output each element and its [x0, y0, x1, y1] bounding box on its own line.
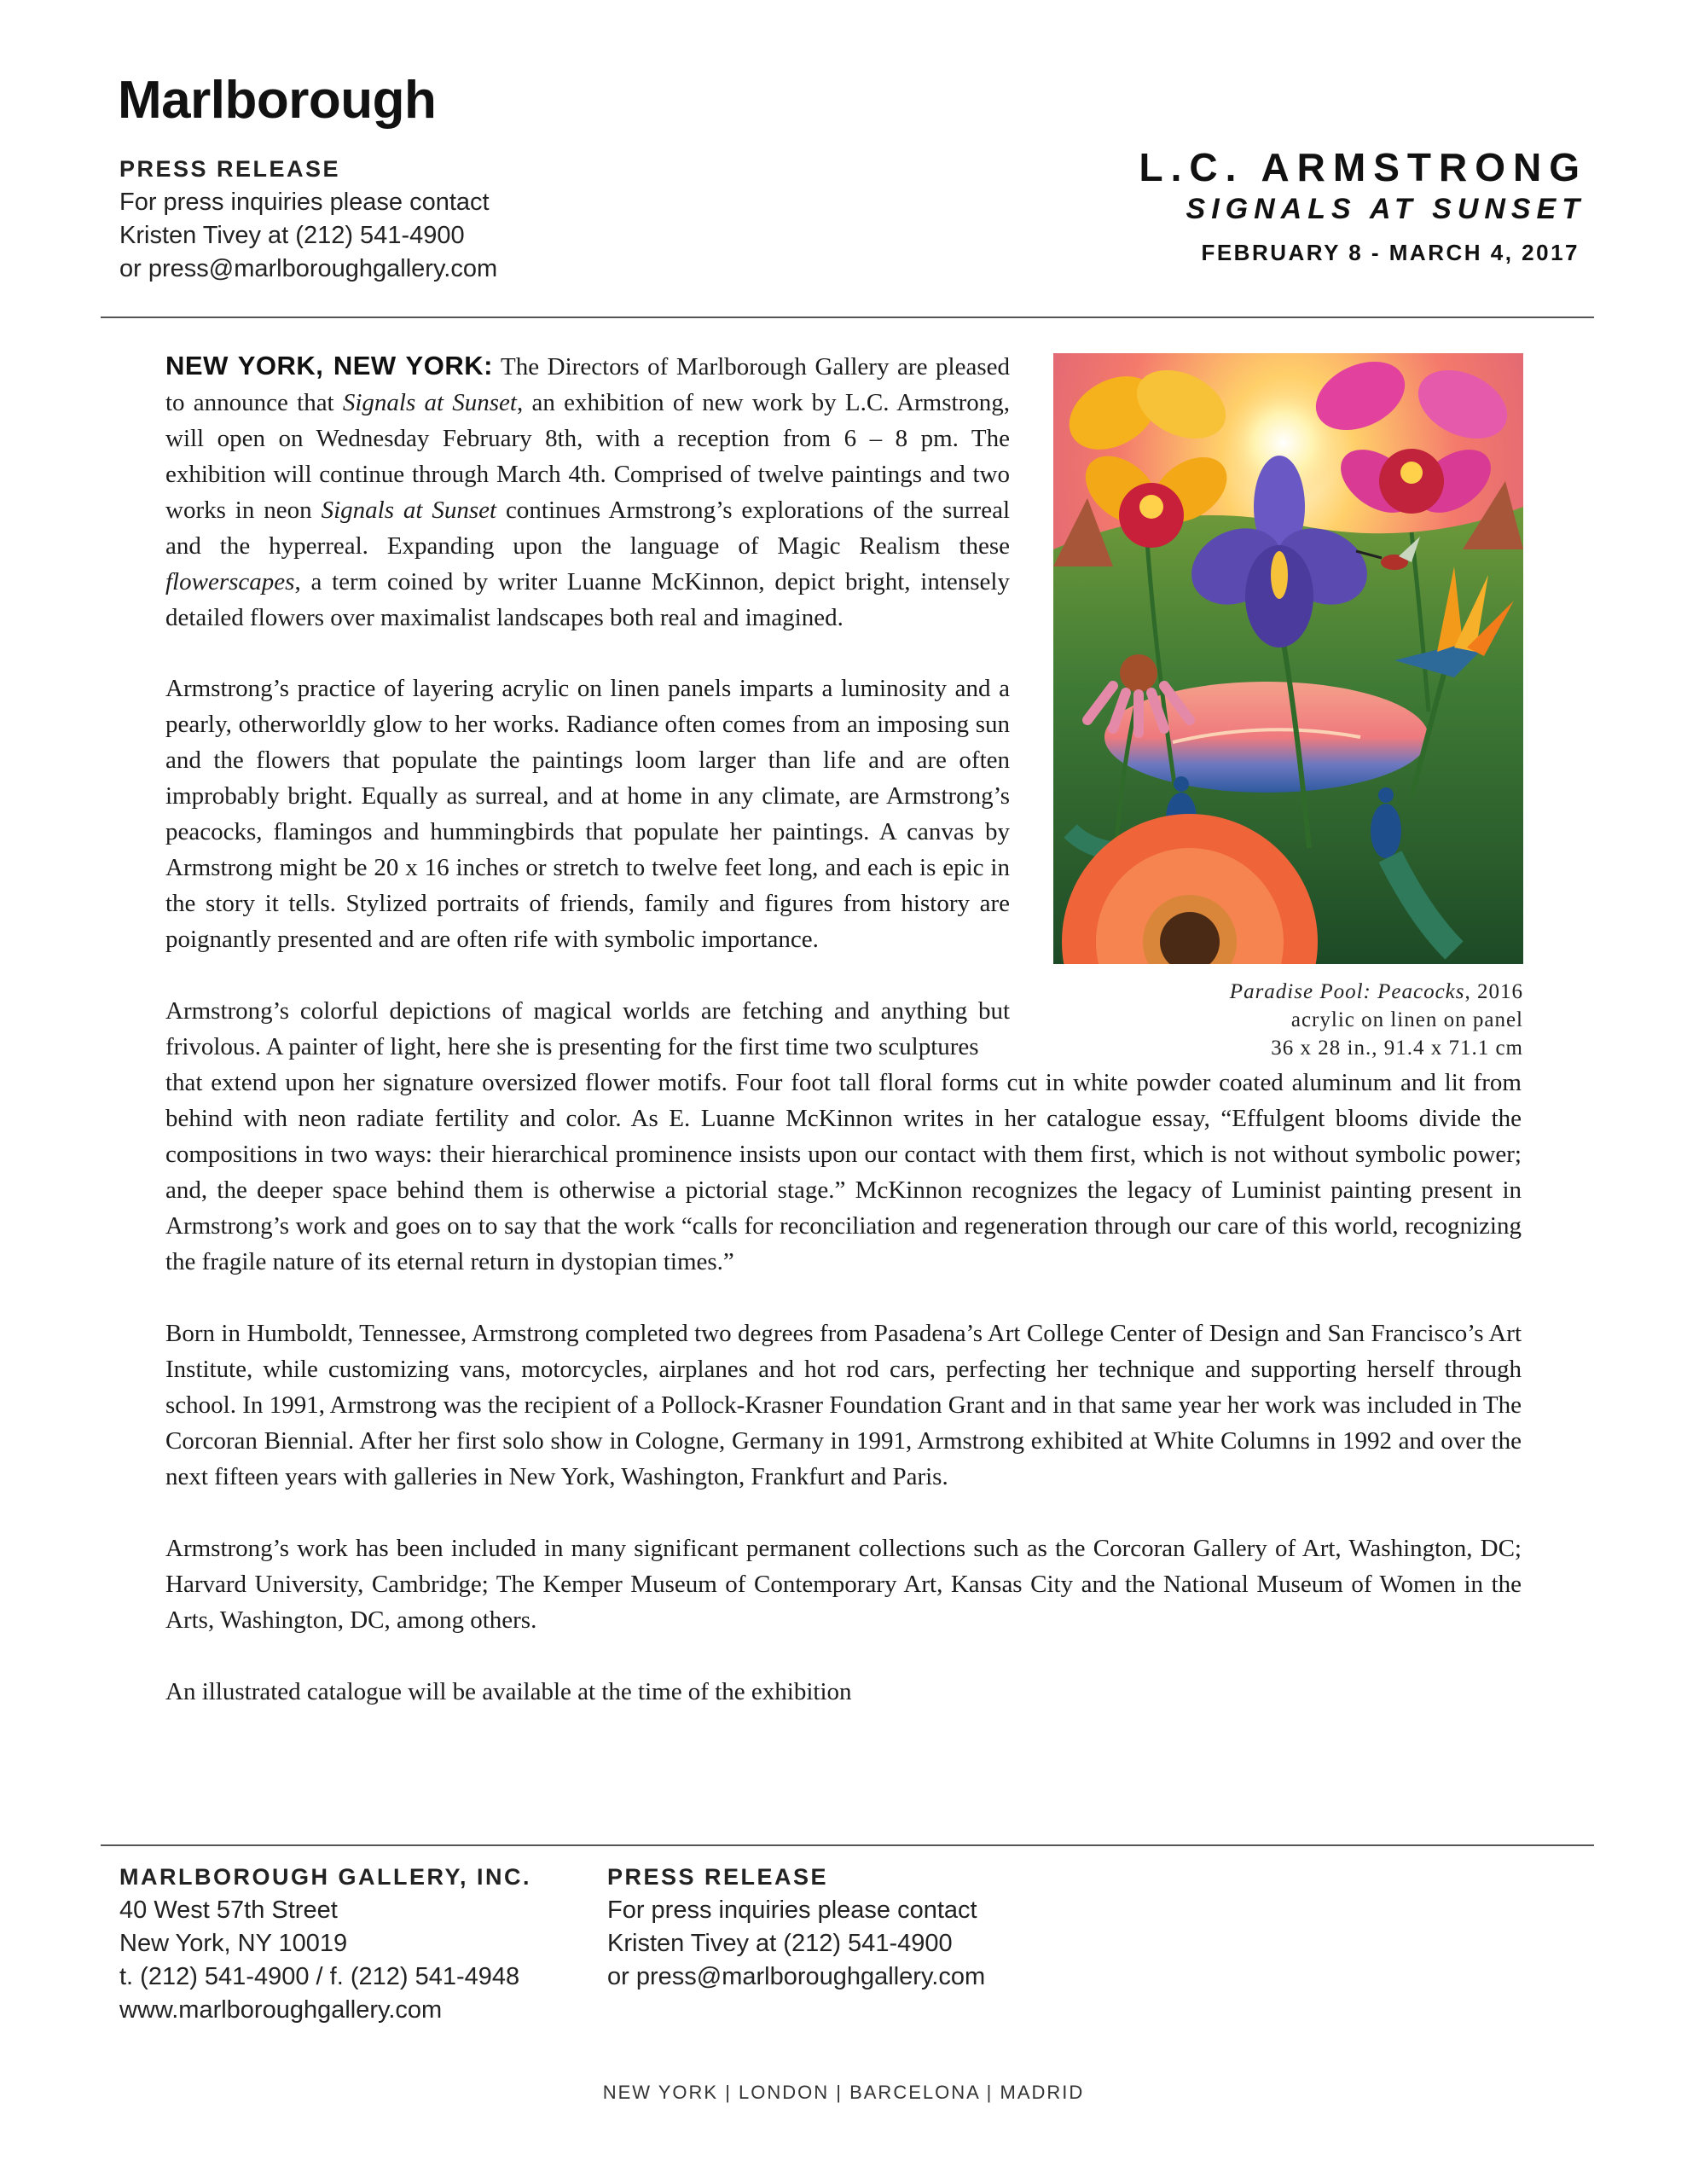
paragraph-biography: Born in Humboldt, Tennessee, Armstrong completed two degrees from Pasadena’s Art College Center of Design and San Francisco’s Art Institute, while customizing vans, motorcycles, airplanes and hot rod cars, perfecting her technique and supporting herself through school. In 1991, Armstrong was the recipient of a Pollock-Krasner Foundation Grant and in that same year her work was included in The Corcoran Biennial. After her first solo show in Cologne, Germany in 1991, Armstrong exhibited at White Columns in 1992 and over the next fifteen years with galleries in New York, Washington, Frankfurt and Paris.: [165, 1320, 1522, 1490]
painting-caption: [1230, 978, 1523, 1062]
paragraph-intro: [165, 348, 1010, 636]
header-contact-line: For press inquiries please contact: [119, 189, 490, 216]
painting-illustration: [1053, 353, 1523, 964]
footer-divider: [101, 1844, 1594, 1846]
exhibition-heading: [1139, 143, 1587, 275]
footer-gallery-address: [119, 1860, 531, 2027]
paragraph-text: , an exhibition of new work by L.C. Armstrong, will open on Wednesday February 8th, with a reception from 6 – 8 pm. The exhibition will continue through March 4th. Comprised of twelve paintings and two works in neon: [165, 389, 1010, 524]
paragraph-text: , a term coined by writer Luanne McKinnon, depict bright, intensely detailed flowers over maximalist landscapes both real and imagined.: [165, 568, 1010, 631]
header-press-release-label: PRESS RELEASE: [119, 156, 341, 182]
footer-phone-fax: t. (212) 541-4900 / f. (212) 541-4948: [119, 1963, 520, 1990]
paragraph-text: continues Armstrong’s explorations of the surreal and the hyperreal. Expanding upon the language of Magic Realism these: [165, 497, 1010, 560]
footer-gallery-name: MARLBOROUGH GALLERY, INC.: [119, 1864, 531, 1890]
exhibition-title: SIGNALS AT SUNSET: [1186, 193, 1586, 225]
dateline: NEW YORK, NEW YORK:: [165, 351, 493, 380]
paragraph-text: The Directors of Marlborough Gallery are pleased to announce that: [165, 353, 1010, 416]
painting-image: [1053, 353, 1523, 964]
footer-contact-email[interactable]: or press@marlboroughgallery.com: [607, 1963, 986, 1990]
footer-press-contact: [607, 1860, 985, 1994]
gallery-cities: NEW YORK | LONDON | BARCELONA | MADRID: [602, 2082, 1085, 2103]
exhibition-title-inline: Signals at Sunset: [342, 389, 517, 416]
header-contact-email[interactable]: or press@marlboroughgallery.com: [119, 255, 498, 282]
artist-name: L.C. ARMSTRONG: [1139, 145, 1587, 189]
paragraph-sculptures-continued: that extend upon her signature oversized flower motifs. Four foot tall floral forms cut in white powder coated aluminum and lit from behind with neon radiate fertility and color. As E. Luanne McKinnon writes in her catalogue essay, “Effulgent blooms divide the compositions in two ways: their hierarchical prominence insists upon our contact with them first, which is not without symbolic power; and, the deeper space behind them is otherwise a pictorial stage.” McKinnon recognizes the legacy of Luminist painting present in Armstrong’s work and goes on to say that the work “calls for reconciliation and regeneration through our care of this world, recognizing the fragile nature of its eternal return in dystopian times.”: [165, 1069, 1522, 1275]
exhibition-title-inline: Signals at Sunset: [321, 497, 497, 524]
header-divider: [101, 317, 1594, 318]
paragraph-catalogue: An illustrated catalogue will be available at the time of the exhibition: [165, 1678, 852, 1705]
painting-size: 36 x 28 in., 91.4 x 71.1 cm: [1271, 1037, 1523, 1060]
exhibition-dates: FEBRUARY 8 - MARCH 4, 2017: [1201, 240, 1580, 265]
term-flowerscapes: flowerscapes: [165, 568, 295, 595]
footer-contact-line: For press inquiries please contact: [607, 1896, 977, 1924]
paragraph-collections: Armstrong’s work has been included in many significant permanent collections such as the Corcoran Gallery of Art, Washington, DC; Harvard University, Cambridge; The Kemper Museum of Contemporary Art, Kansas City and the National Museum of Women in the Arts, Washington, DC, among others.: [165, 1535, 1522, 1634]
header-contact-line: Kristen Tivey at (212) 541-4900: [119, 222, 465, 249]
header-press-contact: [119, 152, 497, 286]
footer-press-release-label: PRESS RELEASE: [607, 1864, 829, 1890]
footer-contact-line: Kristen Tivey at (212) 541-4900: [607, 1930, 953, 1957]
paragraph-technique: Armstrong’s practice of layering acrylic on linen panels imparts a luminosity and a pearly, otherworldly glow to her works. Radiance often comes from an imposing sun and the flowers that populate the paintings loom larger than life and are often improbably bright. Equally as surreal, and at home in any climate, are Armstrong’s peacocks, flamingos and hummingbirds that populate her paintings. A canvas by Armstrong might be 20 x 16 inches or stretch to twelve feet long, and each is epic in the story it tells. Stylized portraits of friends, family and figures from history are poignantly presented and are often rife with symbolic importance.: [165, 675, 1010, 953]
footer-address-line: New York, NY 10019: [119, 1930, 348, 1957]
paragraph-sculptures-start: Armstrong’s colorful depictions of magical worlds are fetching and anything but frivolous. A painter of light, here she is presenting for the first time two sculptures: [165, 997, 1010, 1060]
footer-address-line: 40 West 57th Street: [119, 1896, 338, 1924]
painting-title: Paradise Pool: Peacocks: [1229, 980, 1465, 1003]
painting-year: , 2016: [1464, 980, 1523, 1003]
gallery-logo: Marlborough: [118, 71, 437, 130]
painting-medium: acrylic on linen on panel: [1290, 1008, 1523, 1031]
footer-website-link[interactable]: www.marlboroughgallery.com: [119, 1996, 443, 2024]
